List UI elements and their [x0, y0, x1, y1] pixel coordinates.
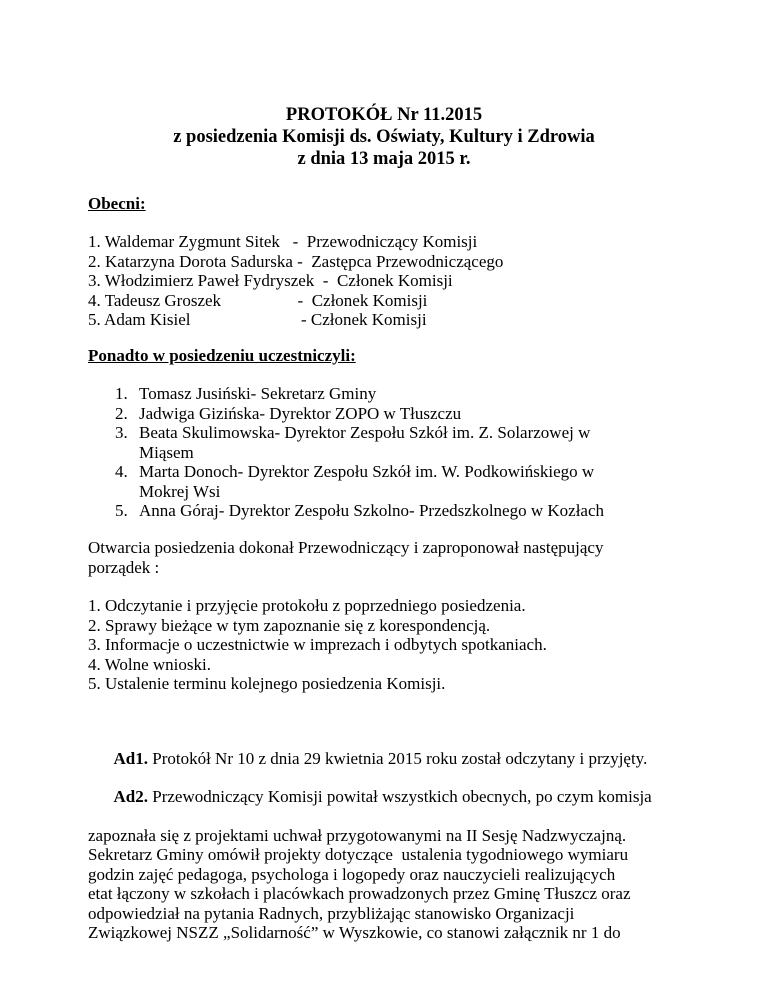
title-line-1: PROTOKÓŁ Nr 11.2015 [285, 105, 483, 125]
agenda-item: 4. Wolne wnioski. [88, 654, 211, 674]
ad2-line: Sekretarz Gminy omówił projekty dotyczące ustalenia tygodniowego wymiaru [88, 845, 629, 864]
member-line: 4. Tadeusz Groszek - Członek Komisji [88, 290, 428, 310]
opening-line: porządek : [88, 557, 160, 577]
title-line-3: z dnia 13 maja 2015 r. [297, 149, 471, 169]
agenda-item: 3. Informacje o uczestnictwie w imprezach i odbytych spotkaniach. [88, 635, 547, 654]
ad2-label: Ad2. [113, 786, 148, 806]
ad1-label: Ad1. [113, 748, 148, 768]
member-line: 1. Waldemar Zygmunt Sitek - Przewodniczący Komisji [88, 232, 478, 251]
agenda-item: 5. Ustalenie terminu kolejnego posiedzenia Komisji. [88, 674, 446, 693]
list-item-number: 5. [115, 501, 128, 520]
list-item-number: 3. [115, 423, 128, 442]
agenda-list [88, 596, 708, 694]
list-item-text: Miąsem [139, 442, 194, 462]
list-item [88, 501, 708, 521]
list-item-text: Jadwiga Gizińska- Dyrektor ZOPO w Tłuszczu [139, 403, 462, 423]
participants-section [88, 346, 708, 366]
list-item-number: 2. [115, 403, 128, 423]
opening-line: Otwarcia posiedzenia dokonał Przewodniczący i zaproponował następujący [88, 538, 604, 557]
list-item-text: Tomasz Jusiński- Sekretarz Gminy [139, 384, 377, 403]
title-line-2: z posiedzenia Komisji ds. Oświaty, Kultury i Zdrowia [173, 127, 595, 147]
list-item [88, 462, 708, 501]
list-item-text: Beata Skulimowska- Dyrektor Zespołu Szkół im. Z. Solarzowej w [139, 423, 591, 442]
ad2-line: godzin zajęć pedagoga, psychologa i logopedy oraz nauczycieli realizujących [88, 864, 616, 884]
ad2-paragraph [88, 767, 688, 943]
participants-heading: Ponadto w posiedzeniu uczestniczyli: [88, 346, 356, 365]
list-item-number: 4. [115, 462, 128, 481]
ad2-line: odpowiedział na pytania Radnych, przybliżając stanowisko Organizacji [88, 903, 575, 923]
list-item-text: Mokrej Wsi [139, 481, 221, 501]
ad2-line: etat łączony w szkołach i placówkach prowadzonych przez Gminę Tłuszcz oraz [88, 884, 631, 903]
present-heading: Obecni: [88, 194, 146, 213]
member-line: 5. Adam Kisiel - Członek Komisji [88, 310, 427, 329]
agenda-item: 1. Odczytanie i przyjęcie protokołu z poprzedniego posiedzenia. [88, 596, 526, 615]
ad2-line: Związkowej NSZZ „Solidarność” w Wyszkowie, co stanowi załącznik nr 1 do [88, 923, 621, 942]
list-item [88, 423, 708, 462]
list-item-text: Anna Góraj- Dyrektor Zespołu Szkolno- Przedszkolnego w Kozłach [139, 501, 605, 520]
list-item-text: Marta Donoch- Dyrektor Zespołu Szkół im. W. Podkowińskiego w [139, 462, 595, 481]
list-item [88, 404, 708, 424]
ad1-text: Protokół Nr 10 z dnia 29 kwietnia 2015 roku został odczytany i przyjęty. [147, 748, 648, 768]
ad2-line: zapoznała się z projektami uchwał przygotowanymi na II Sesję Nadzwyczajną. [88, 825, 627, 845]
present-list [88, 232, 708, 330]
document-title [0, 104, 768, 170]
member-line: 3. Włodzimierz Paweł Fydryszek - Członek Komisji [88, 271, 453, 290]
ad2-text: Przewodniczący Komisji powitał wszystkich obecnych, po czym komisja [147, 786, 652, 806]
list-item-number: 1. [115, 384, 128, 403]
member-line: 2. Katarzyna Dorota Sadurska - Zastępca Przewodniczącego [88, 251, 504, 271]
participants-list [88, 384, 708, 521]
list-item [88, 384, 708, 404]
present-section [88, 194, 708, 214]
opening-paragraph [88, 538, 708, 577]
agenda-item: 2. Sprawy bieżące w tym zapoznanie się z korespondencją. [88, 615, 491, 635]
